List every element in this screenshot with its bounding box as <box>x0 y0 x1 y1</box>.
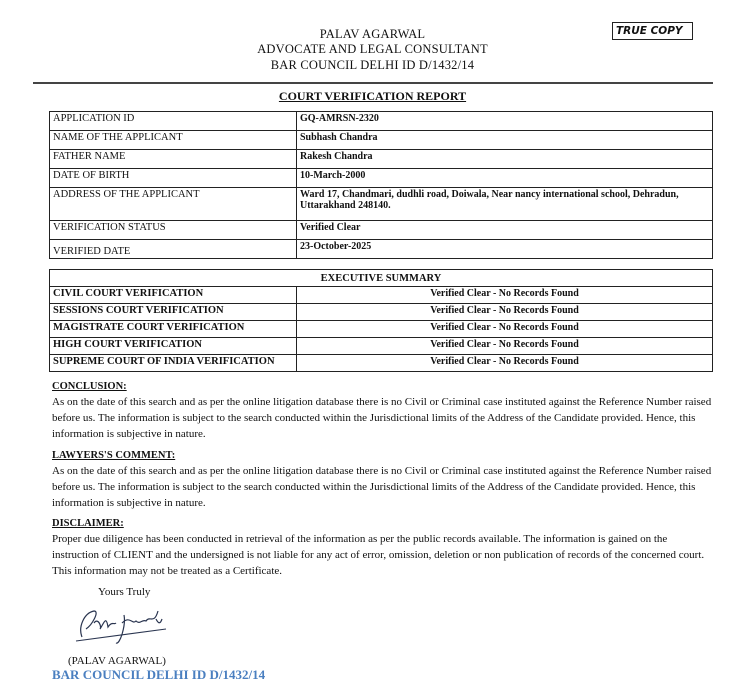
detail-value: Subhash Chandra <box>297 131 713 150</box>
court-result: Verified Clear - No Records Found <box>297 355 713 372</box>
advocate-bar-id: BAR COUNCIL DELHI ID D/1432/14 <box>270 58 475 72</box>
applicant-details-table <box>49 111 713 259</box>
table-row <box>50 240 713 259</box>
court-result: Verified Clear - No Records Found <box>297 304 713 321</box>
header-divider <box>33 82 713 84</box>
court-label: HIGH COURT VERIFICATION <box>50 338 297 355</box>
table-row <box>50 355 713 372</box>
detail-value: GQ-AMRSN-2320 <box>297 112 713 131</box>
table-row <box>50 221 713 240</box>
detail-label: ADDRESS OF THE APPLICANT <box>50 188 297 221</box>
detail-value: Verified Clear <box>297 221 713 240</box>
table-row <box>50 287 713 304</box>
detail-label: NAME OF THE APPLICANT <box>50 131 297 150</box>
table-row <box>50 338 713 355</box>
table-row <box>50 304 713 321</box>
disclaimer-text: Proper due diligence has been conducted in retrieval of the information as per the public records available. The information is gained on the instruction of CLIENT and the undersigned is not liable for any act of error, omission, deletion or non publication of records of the concerned court. This information may not be treated as a Certificate. <box>52 533 705 577</box>
executive-summary-table <box>49 269 713 372</box>
detail-value: 10-March-2000 <box>297 169 713 188</box>
conclusion-heading: CONCLUSION: <box>52 381 127 392</box>
disclaimer-section <box>52 517 712 579</box>
executive-summary-title: EXECUTIVE SUMMARY <box>50 270 713 287</box>
detail-label: VERIFIED DATE <box>50 240 297 259</box>
lawyers-comment-heading: LAWYERS'S COMMENT: <box>52 450 176 461</box>
detail-label: APPLICATION ID <box>50 112 297 131</box>
lawyers-comment-section <box>52 449 712 511</box>
court-label: SUPREME COURT OF INDIA VERIFICATION <box>50 355 297 372</box>
report-title: COURT VERIFICATION REPORT <box>278 89 467 103</box>
signatory-name: (PALAV AGARWAL) <box>68 655 166 667</box>
court-result: Verified Clear - No Records Found <box>297 338 713 355</box>
advocate-name: PALAV AGARWAL <box>319 27 426 41</box>
table-row <box>50 169 713 188</box>
advocate-designation: ADVOCATE AND LEGAL CONSULTANT <box>257 42 488 56</box>
detail-value: Rakesh Chandra <box>297 150 713 169</box>
court-label: CIVIL COURT VERIFICATION <box>50 287 297 304</box>
true-copy-stamp: TRUE COPY <box>612 22 693 40</box>
table-row <box>50 321 713 338</box>
court-label: SESSIONS COURT VERIFICATION <box>50 304 297 321</box>
closing-text: Yours Truly <box>98 586 151 598</box>
court-result: Verified Clear - No Records Found <box>297 287 713 304</box>
conclusion-text: As on the date of this search and as per the online litigation database there is no Civil or Criminal case instituted against the Reference Number raised before us. The information is subject to the search conducted within the Jurisdictional limits of the Address of the Candidate provided. Hence, this information is subjective in nature. <box>52 396 712 440</box>
table-row <box>50 131 713 150</box>
detail-label: VERIFICATION STATUS <box>50 221 297 240</box>
disclaimer-heading: DISCLAIMER: <box>52 518 124 529</box>
court-label: MAGISTRATE COURT VERIFICATION <box>50 321 297 338</box>
table-row <box>50 112 713 131</box>
table-row <box>50 188 713 221</box>
lawyers-comment-text: As on the date of this search and as per the online litigation database there is no Civil or Criminal case instituted against the Reference Number raised before us. The information is subject to the search conducted within the Jurisdictional limits of the Address of the Candidate provided. Hence, this information is subjective in nature. <box>52 465 712 509</box>
court-result: Verified Clear - No Records Found <box>297 321 713 338</box>
detail-value: 23-October-2025 <box>297 240 713 259</box>
signatory-bar-id: BAR COUNCIL DELHI ID D/1432/14 <box>52 667 266 682</box>
signature-image <box>70 605 170 650</box>
table-row <box>50 150 713 169</box>
detail-label: FATHER NAME <box>50 150 297 169</box>
detail-value: Ward 17, Chandmari, dudhli road, Doiwala, Near nancy international school, Dehradun, Uttarakhand 248140. <box>297 188 713 221</box>
conclusion-section <box>52 380 712 442</box>
detail-label: DATE OF BIRTH <box>50 169 297 188</box>
